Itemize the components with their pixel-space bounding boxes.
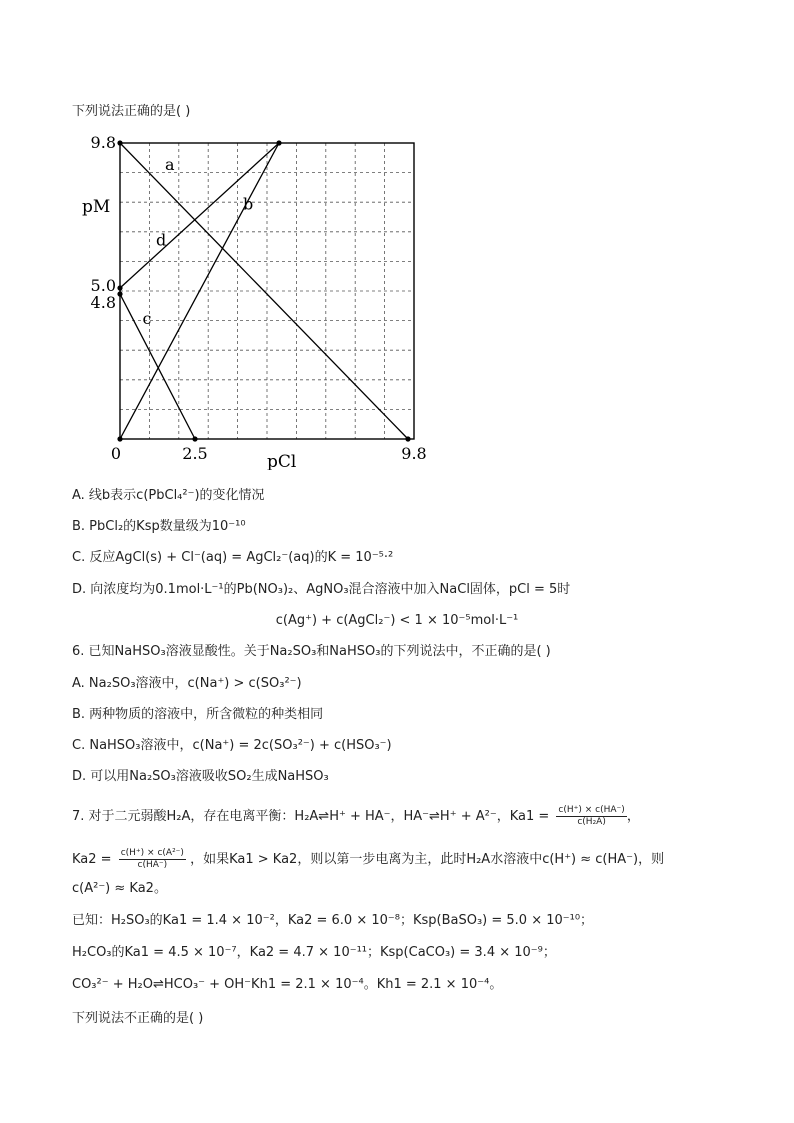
y-tick-label: 9.8 bbox=[90, 133, 116, 152]
ka1-denominator: c(H₂A) bbox=[577, 817, 606, 827]
x-tick-label: 9.8 bbox=[401, 444, 427, 463]
q7-question-tail: 下列说法不正确的是( ) bbox=[72, 1011, 204, 1026]
question-5-intro: 下列说法正确的是( ) bbox=[72, 104, 191, 119]
q7-line-3: c(A²⁻) ≈ Ka2。 bbox=[72, 881, 167, 896]
q7-known-1: 已知：H₂SO₃的Ka1 = 1.4 × 10⁻²，Ka2 = 6.0 × 10⁻⁸；Ksp(BaSO₃) = 5.0 × 10⁻¹⁰； bbox=[72, 913, 594, 928]
ka2-numerator: c(H⁺) × c(A²⁻) bbox=[120, 848, 184, 858]
ka1-numerator: c(H⁺) × c(HA⁻) bbox=[558, 805, 625, 815]
q6-option-c: C. NaHSO₃溶液中，c(Na⁺) = 2c(SO₃²⁻) + c(HSO₃⁻) bbox=[72, 738, 392, 753]
data-point bbox=[117, 285, 122, 290]
data-point bbox=[276, 140, 281, 145]
y-tick-label: 5.0 bbox=[90, 275, 116, 295]
pm-pcl-chart bbox=[80, 130, 440, 470]
series-label-d: d bbox=[156, 230, 167, 250]
q5-option-a: A. 线b表示c(PbCl₄²⁻)的变化情况 bbox=[72, 488, 265, 503]
ka2-fraction bbox=[119, 848, 186, 871]
x-tick-label: 2.5 bbox=[182, 444, 208, 463]
x-axis-label: pCl bbox=[267, 452, 297, 470]
q6-option-d: D. 可以用Na₂SO₃溶液吸收SO₂生成NaHSO₃ bbox=[72, 769, 329, 784]
series-line-d bbox=[120, 143, 279, 288]
question-7-line-1: 7. 对于二元弱酸H₂A，存在电离平衡：H₂A⇌H⁺ + HA⁻，HA⁻⇌H⁺ + A²⁻，Ka1 = $\frac{c(H^+) \times c(HA^-)}{\text{c(H₂A)}}$ ， bbox=[72, 805, 640, 827]
data-point bbox=[192, 436, 197, 441]
q5-option-d-formula: c(Ag⁺) + c(AgCl₂⁻) < 1 × 10⁻⁵mol·L⁻¹ bbox=[275, 613, 519, 628]
ka2-denominator: c(HA⁻) bbox=[137, 860, 168, 870]
y-tick-label: 4.8 bbox=[90, 293, 116, 313]
series-label-a: a bbox=[165, 155, 175, 175]
q5-option-c: C. 反应AgCl(s) + Cl⁻(aq) = AgCl₂⁻(aq)的K = 10⁻⁵·² bbox=[72, 550, 394, 565]
q7-line2-text: ，如果Ka1 > Ka2，则以第一步电离为主，此时H₂A水溶液中c(H⁺) ≈ c(HA⁻)，则 bbox=[190, 852, 665, 867]
data-point bbox=[117, 291, 122, 296]
question-6-stem: 6. 已知NaHSO₃溶液显酸性。关于Na₂SO₃和NaHSO₃的下列说法中，不正确的是( ) bbox=[72, 644, 551, 659]
q7-known-2: H₂CO₃的Ka1 = 4.5 × 10⁻⁷，Ka2 = 4.7 × 10⁻¹¹；Ksp(CaCO₃) = 3.4 × 10⁻⁹； bbox=[72, 945, 556, 960]
series-label-b: b bbox=[243, 194, 254, 214]
question-7-line-2 bbox=[72, 848, 664, 871]
q5-option-d: D. 向浓度均为0.1mol·L⁻¹的Pb(NO₃)₂、AgNO₃混合溶液中加入NaCl固体，pCl = 5时 bbox=[72, 582, 571, 597]
q6-option-a: A. Na₂SO₃溶液中，c(Na⁺) > c(SO₃²⁻) bbox=[72, 676, 302, 691]
q7-known-3: CO₃²⁻ + H₂O⇌HCO₃⁻ + OH⁻Kh1 = 2.1 × 10⁻⁴。Kh1 = 2.1 × 10⁻⁴。 bbox=[72, 977, 503, 992]
data-point bbox=[117, 140, 122, 145]
x-tick-label: 0 bbox=[110, 444, 122, 463]
ka1-fraction bbox=[556, 805, 626, 828]
y-axis-label: pM bbox=[82, 197, 111, 217]
data-point bbox=[405, 436, 410, 441]
series-line-b bbox=[120, 143, 279, 439]
q6-option-b: B. 两种物质的溶液中，所含微粒的种类相同 bbox=[72, 707, 324, 722]
data-point bbox=[117, 436, 122, 441]
q5-option-b: B. PbCl₂的Ksp数量级为10⁻¹⁰ bbox=[72, 519, 246, 534]
q7-line1-text: 7. 对于二元弱酸H₂A，存在电离平衡：H₂A⇌H⁺ + HA⁻，HA⁻⇌H⁺ + A²⁻，Ka1 = bbox=[72, 809, 550, 824]
series-label-c: c bbox=[142, 309, 152, 329]
ka2-label: Ka2 = bbox=[72, 852, 112, 867]
